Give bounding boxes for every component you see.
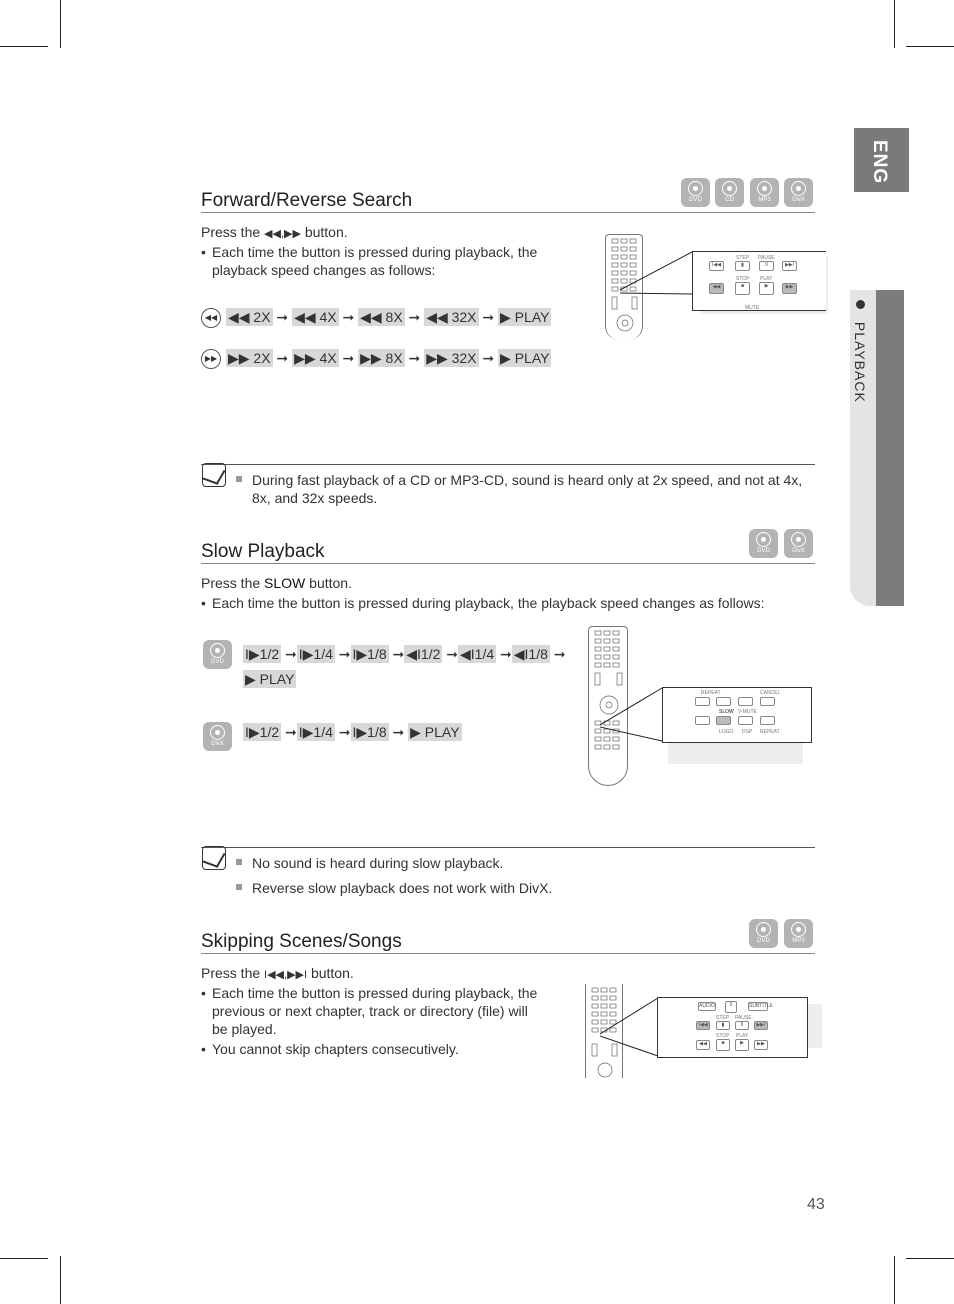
speed-change-text: Each time the button is pressed during playback, the playback speed changes as follows:	[212, 595, 765, 611]
fast-forward-button-icon: ▶▶	[201, 349, 221, 369]
section-title-slow-playback: Slow Playback	[201, 541, 325, 562]
remote-zoom-panel: STEP PAUSE I◀◀ ▮ II ▶▶I STOP PLAY ◀◀ ■ ▶ ▶▶ MUTE	[692, 251, 826, 311]
mp3-disc-icon: MP3	[784, 919, 813, 948]
dvd-disc-icon: DVD	[203, 640, 232, 669]
speed-change-text: Each time the button is pressed during playback, the playback speed changes as follows:	[212, 244, 538, 278]
audio-button: AUDIO	[699, 1003, 715, 1009]
step-button: ▮	[716, 1021, 730, 1030]
rewind-button-icon: ◀◀	[709, 283, 724, 294]
section-divider	[201, 212, 815, 213]
language-tab	[854, 128, 909, 192]
page-number: 43	[807, 1196, 825, 1213]
mp3-disc-icon: MP3	[750, 178, 779, 207]
crop-mark	[894, 1256, 895, 1304]
play-button-icon: ▶	[759, 282, 774, 295]
skip-buttons-symbol: I◀◀,▶▶I	[264, 969, 308, 981]
section-tab	[852, 300, 868, 403]
note-divider	[201, 464, 815, 465]
zero-button: 0	[725, 1001, 737, 1013]
rewind-button-icon: ◀◀	[696, 1040, 710, 1050]
note-bullet-icon	[236, 859, 242, 865]
slow-button-label: SLOW	[264, 575, 306, 591]
pause-button-icon: II	[735, 1021, 749, 1030]
bullet-marker: •	[201, 1041, 206, 1057]
callout-lines	[620, 250, 700, 300]
remote-key	[738, 697, 753, 706]
note-bullet-icon	[236, 884, 242, 890]
bullet-marker: •	[201, 985, 206, 1001]
play-button-icon: ▶	[735, 1039, 749, 1051]
crop-mark	[906, 1258, 954, 1259]
slow-button	[716, 716, 731, 725]
remote-key	[716, 697, 731, 706]
bullet-marker: •	[201, 595, 206, 611]
previous-button-icon: I◀◀	[696, 1021, 710, 1030]
crop-mark	[894, 0, 895, 48]
crop-mark	[60, 1256, 61, 1304]
skip-description: Each time the button is pressed during playback, the previous or next chapter, track or directory (file) will be played.	[212, 985, 538, 1037]
bullet-dot-icon	[856, 300, 865, 309]
bullet-marker: •	[201, 244, 206, 260]
stop-button-icon: ■	[735, 282, 750, 295]
crop-mark	[0, 1258, 48, 1259]
section-title-forward-reverse: Forward/Reverse Search	[201, 190, 413, 211]
note-text: During fast playback of a CD or MP3-CD, sound is heard only at 2x speed, and not at 4x, 8x, and 32x speeds.	[252, 472, 803, 506]
crop-mark	[906, 46, 954, 47]
step-button: ▮	[735, 261, 750, 271]
note-text: No sound is heard during slow playback.	[252, 855, 504, 871]
next-button-icon: ▶▶I	[782, 261, 797, 271]
previous-button-icon: I◀◀	[709, 261, 724, 271]
skip-limitation: You cannot skip chapters consecutively.	[212, 1041, 459, 1057]
remote-zoom-panel: AUDIO 0 SUBTITLE STEP PAUSE I◀◀ ▮ II ▶▶I STOP PLAY ◀◀ ■ ▶ ▶▶	[657, 997, 808, 1058]
note-icon	[202, 463, 226, 487]
crop-mark	[60, 0, 61, 48]
divx-disc-icon: DivX	[203, 722, 232, 751]
dvd-slow-sequence: I▶1/2 ➞ I▶1/4 ➞ I▶1/8 ➞ ◀I1/2 ➞ ◀I1/4 ➞ ◀I1/8 ➞ ▶ PLAY	[245, 646, 566, 687]
divx-disc-icon: DivX	[784, 529, 813, 558]
note-divider	[201, 847, 815, 848]
language-tab-label: ENG	[869, 140, 890, 185]
dvd-disc-icon: DVD	[749, 529, 778, 558]
callout-lines	[600, 685, 670, 745]
press-instruction: Press the SLOW button.	[201, 575, 352, 591]
crop-mark	[0, 46, 48, 47]
cd-disc-icon: CD	[715, 178, 744, 207]
dvd-disc-icon: DVD	[681, 178, 710, 207]
reverse-speed-sequence: ◀◀ 2X ➞ ◀◀ 4X ➞ ◀◀ 8X ➞ ◀◀ 32X ➞ ▶ PLAY	[228, 309, 550, 325]
forward-speed-sequence: ▶▶ 2X ➞ ▶▶ 4X ➞ ▶▶ 8X ➞ ▶▶ 32X ➞ ▶ PLAY	[228, 350, 550, 366]
dvd-disc-icon: DVD	[749, 919, 778, 948]
section-tab-bar	[876, 290, 904, 606]
section-tab-label: PLAYBACK	[852, 321, 868, 403]
remote-key	[738, 716, 753, 725]
stop-button-icon: ■	[716, 1039, 730, 1051]
remote-zoom-panel: REPEAT CANCEL SLOW V-MUTE LOGO DSP REPEAT	[662, 687, 812, 743]
section-title-skipping: Skipping Scenes/Songs	[201, 931, 402, 952]
press-instruction: Press the ◀◀,▶▶ button.	[201, 224, 348, 240]
remote-key	[695, 716, 710, 725]
section-divider	[201, 953, 815, 954]
rewind-button-icon: ◀◀	[201, 308, 221, 328]
fast-forward-button-icon: ▶▶	[782, 283, 797, 294]
note-bullet-icon	[236, 476, 242, 482]
note-icon	[202, 846, 226, 870]
remote-key	[760, 697, 775, 706]
fast-forward-button-icon: ▶▶	[754, 1040, 768, 1050]
divx-slow-sequence: I▶1/2 ➞ I▶1/4 ➞ I▶1/8 ➞ ▶ PLAY	[245, 724, 460, 740]
next-button-icon: ▶▶I	[754, 1021, 768, 1030]
divx-disc-icon: DivX	[784, 178, 813, 207]
press-instruction: Press the I◀◀,▶▶I button.	[201, 965, 354, 981]
section-divider	[201, 563, 815, 564]
search-buttons-symbol: ◀◀,▶▶	[264, 228, 301, 240]
note-text: Reverse slow playback does not work with DivX.	[252, 880, 553, 896]
pause-button-icon: II	[759, 261, 774, 271]
subtitle-button: SUBTITLE	[749, 1003, 773, 1009]
remote-key	[695, 697, 710, 706]
callout-lines	[600, 996, 660, 1058]
remote-key	[760, 716, 775, 725]
